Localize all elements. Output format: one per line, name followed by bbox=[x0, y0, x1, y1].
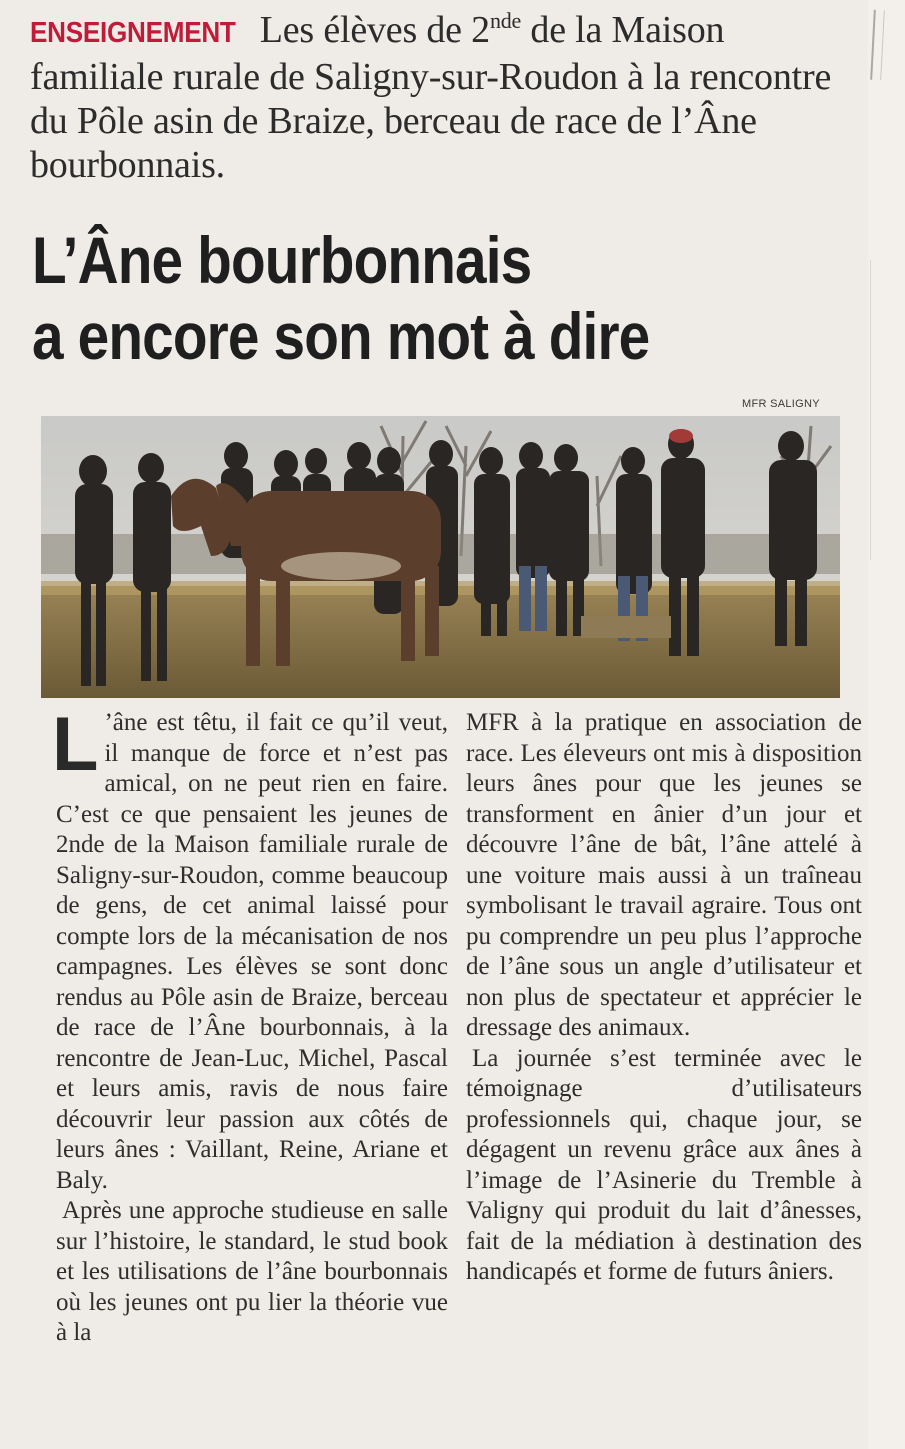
article-column-1 bbox=[52, 702, 448, 1349]
photo-illustration bbox=[41, 416, 840, 698]
headline bbox=[32, 222, 852, 374]
paragraph-1 bbox=[52, 702, 448, 1196]
article-kicker bbox=[30, 8, 850, 187]
kicker-text-start: Les élèves de 2 bbox=[259, 9, 490, 51]
paragraph-4: La journée s’est terminée avec le témoignage d’utilisateurs professionnels qui, chaque jour, se dégagent un revenu grâce aux ânes à l’image de l’Asinerie du Tremble à Valigny qui produit du lait d’ânesses, fait de la médiation à destination des handicapés et forme de futurs âniers. bbox=[466, 1044, 862, 1285]
photo-credit: MFR SALIGNY bbox=[742, 398, 820, 410]
paragraph-3: MFR à la pratique en association de race. Les éleveurs ont mis à disposition leurs ânes pour que les jeunes se transforment en ânier d’un jour et découvre l’âne de bât, l’âne attelé à une voiture mais aussi à un traîneau symbolisant le travail agraire. Tous ont pu comprendre un peu plus l’approche de l’âne sous un angle d’utilisateur et non plus de spectateur et apprécier le dressage des animaux. bbox=[466, 709, 862, 1041]
headline-line-2: a encore son mot à dire bbox=[32, 299, 650, 373]
headline-line-1: L’Âne bourbonnais bbox=[32, 223, 532, 297]
scan-edge-line bbox=[870, 260, 871, 560]
section-tag: ENSEIGNEMENT bbox=[30, 17, 236, 49]
paragraph-1-text: ’âne est têtu, il fait ce qu’il veut, il manque de force et n’est pas amical, on ne peut rien en faire. C’est ce que pensaient les jeunes de 2nde de la Maison familiale rurale de Saligny-sur-Roudon, comme beaucoup de gens, de cet animal laissé pour compte lors de la mécanisation de nos campagnes. Les élèves se sont donc rendus au Pôle asin de Braize, berceau de race de l’Âne bourbonnais, à la rencontre de Jean-Luc, Michel, Pascal et leurs amis, ravis de nous faire découvrir leur passion aux côtés de leurs ânes : Vaillant, Reine, Ariane et Baly. bbox=[56, 709, 448, 1194]
group-photo bbox=[41, 416, 840, 698]
drop-cap: L bbox=[52, 702, 99, 787]
kicker-superscript: nde bbox=[489, 8, 522, 33]
kicker-text-end: de la Maison familiale rurale de Saligny-sur-Roudon à la rencontre du Pôle asin de Braize, berceau de race de l’Âne bourbonnais. bbox=[30, 9, 832, 186]
paragraph-2: Après une approche studieuse en salle sur l’histoire, le standard, le stud book et les utilisations de l’âne bourbonnais où les jeunes ont pu lier la théorie vue à la bbox=[56, 1197, 448, 1346]
scan-edge-mark bbox=[870, 10, 885, 80]
article-column-2 bbox=[466, 708, 862, 1288]
